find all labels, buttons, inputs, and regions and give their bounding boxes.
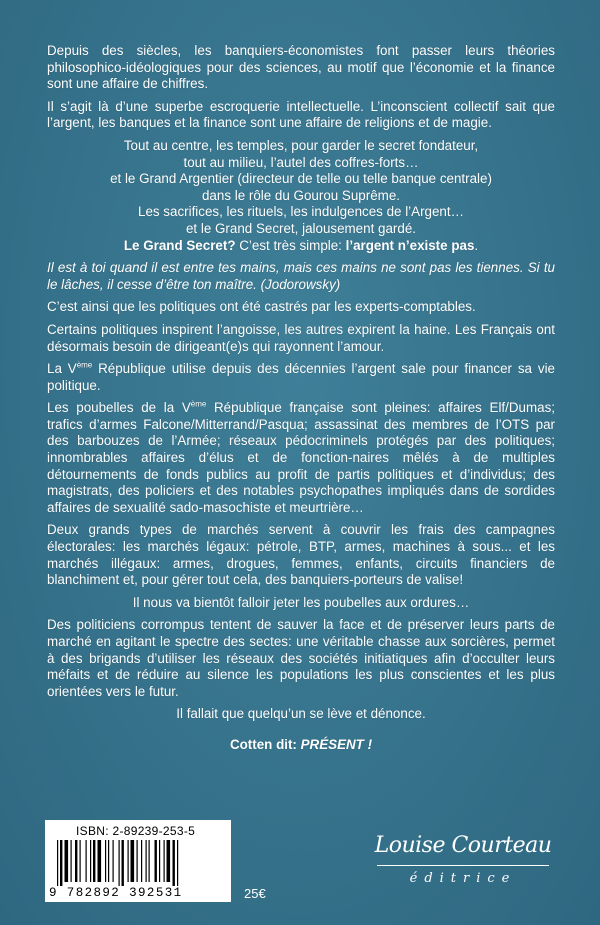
publisher-subtitle: éditrice <box>409 871 517 886</box>
barcode-bar <box>75 840 77 882</box>
paragraph-7: Deux grands types de marchés servent à couvrir les frais des campagnes électorales: les marchés légaux: pétrole, BTP, armes, machines à sous... et les marchés illégaux: armes, drogues, femmes, enfants, circuits financiers de blanchiment et, pour gérer tout cela, des banquiers-porteurs de valise! <box>47 522 555 588</box>
p5-start: La V <box>47 361 77 377</box>
paragraph-8: Il nous va bientôt falloir jeter les poubelles aux ordures… <box>132 594 470 610</box>
p6-start: Les poubelles de la V <box>47 400 191 416</box>
back-cover-text <box>47 43 555 754</box>
p6-sup: ème <box>190 399 207 409</box>
publisher-name: Louise Courteau <box>374 833 552 858</box>
barcode-bar <box>65 840 69 882</box>
barcode-bar <box>173 840 175 886</box>
centered-verse <box>47 138 555 254</box>
barcode-bar <box>71 840 72 882</box>
paragraph-3: C’est ainsi que les politiques ont été castrés par les experts-comptables. <box>47 299 476 315</box>
barcode-bar <box>128 840 129 882</box>
barcode-bar <box>164 840 165 882</box>
barcode-bar <box>80 840 81 882</box>
verse-line-2: tout au milieu, l’autel des coffres-forts… <box>183 154 419 170</box>
barcode-bar <box>122 840 124 886</box>
paragraph-10: Il fallait que quelqu’un se lève et dénonce. <box>176 706 426 722</box>
barcode-bar <box>146 840 147 882</box>
grand-secret-mid: C’est très simple: <box>235 237 346 253</box>
barcode-bar <box>149 840 150 882</box>
logo-divider <box>377 865 549 866</box>
grand-secret-label: Le Grand Secret? <box>123 237 236 253</box>
verse-line-3: et le Grand Argentier (directeur de telle ou telle banque centrale) <box>110 171 492 187</box>
barcode-bar <box>93 840 95 882</box>
signature-author: Cotten dit: <box>229 736 301 752</box>
grand-secret-end: . <box>474 237 479 253</box>
barcode-icon <box>55 840 221 886</box>
barcode-bar <box>57 840 58 886</box>
barcode-bar <box>131 840 135 882</box>
signature-present: PRÉSENT ! <box>300 736 373 752</box>
paragraph-2: Il s’agit là d’une superbe escroquerie intellectuelle. L’inconscient collectif sait que l’argent, les banques et la finance sont une affaire de religions et de magie. <box>47 98 555 131</box>
verse-line-6: et le Grand Secret, jalousement gardé. <box>185 220 416 236</box>
price: 25€ <box>244 886 266 901</box>
barcode-bar <box>86 840 87 882</box>
barcode-bar <box>98 840 102 882</box>
verse-line-7 <box>47 238 555 255</box>
barcode-bar <box>155 840 157 882</box>
p5-sup: ème <box>76 360 93 370</box>
p5-rest: République utilise depuis des décennies l’argent sale pour financer sa vie politique. <box>47 361 555 393</box>
grand-secret-answer: l’argent n’existe pas <box>345 237 475 253</box>
paragraph-1: Depuis des siècles, les banquiers-économistes font passer leurs théories philosophico-idéologiques pour des sciences, au motif que l’économie et la finance sont une affaire de chiffres. <box>47 43 555 92</box>
barcode-bar <box>137 840 138 882</box>
p6-rest: République française sont pleines: affaires Elf/Dumas; trafics d’armes Falcone/Mitterrand/Pasqua; assassinat des membres de l’OTS par des barbouzes de l’Armée; réseaux pédocriminels protégés par des politiques; innombrables affaires d’élus et de fonction-naires mêlés à de multiples détournements de fonds publics au profit de partis politiques et d’individus; des magistrats, des policiers et des notables psychopathes impliqués dans de sordides affaires de sexualité sado-masochiste et meurtrière… <box>47 400 555 515</box>
barcode-bar <box>167 840 171 882</box>
barcode-label <box>45 820 231 902</box>
barcode-bar <box>141 840 142 882</box>
signature <box>47 737 555 754</box>
paragraph-6 <box>47 400 555 516</box>
ean-digits: 9 782892 392531 <box>49 886 183 900</box>
verse-line-4: dans le rôle du Gourou Suprême. <box>201 187 400 203</box>
isbn-number: ISBN: 2-89239-253-5 <box>76 824 196 838</box>
barcode-bar <box>105 840 106 882</box>
paragraph-4: Certains politiques inspirent l’angoisse, les autres expirent la haine. Les Français ont désormais besoin de dirigeant(e)s qui rayonnent l’amour. <box>47 321 555 354</box>
verse-line-1: Tout au centre, les temples, pour garder le secret fondateur, <box>123 137 479 153</box>
barcode-bar <box>119 840 120 886</box>
publisher-logo <box>373 827 553 907</box>
barcode-bar <box>113 840 114 882</box>
barcode-bar <box>90 840 91 882</box>
paragraph-5 <box>47 361 555 394</box>
paragraph-9: Des politiciens corrompus tentent de sauver la face et de préserver leurs parts de marché en agitant le spectre des sectes: une véritable chasse aux sorcières, permet à des brigands d’utiliser les réseaux des sociétés initiatiques afin d’occulter leurs méfaits et de réduire au silence les populations les plus conscientes et les plus orientées vers le futur. <box>47 617 555 699</box>
jodorowsky-quote: Il est à toi quand il est entre tes mains, mais ces mains ne sont pas les tiennes. Si tu le lâches, il cesse d’être ton maître. (Jodorowsky) <box>47 260 555 292</box>
barcode-bar <box>60 840 62 886</box>
barcode-bar <box>159 840 160 882</box>
barcode-bar <box>177 840 178 886</box>
barcode-bar <box>108 840 109 882</box>
verse-line-5: Les sacrifices, les rituels, les indulgences de l’Argent… <box>138 204 464 220</box>
